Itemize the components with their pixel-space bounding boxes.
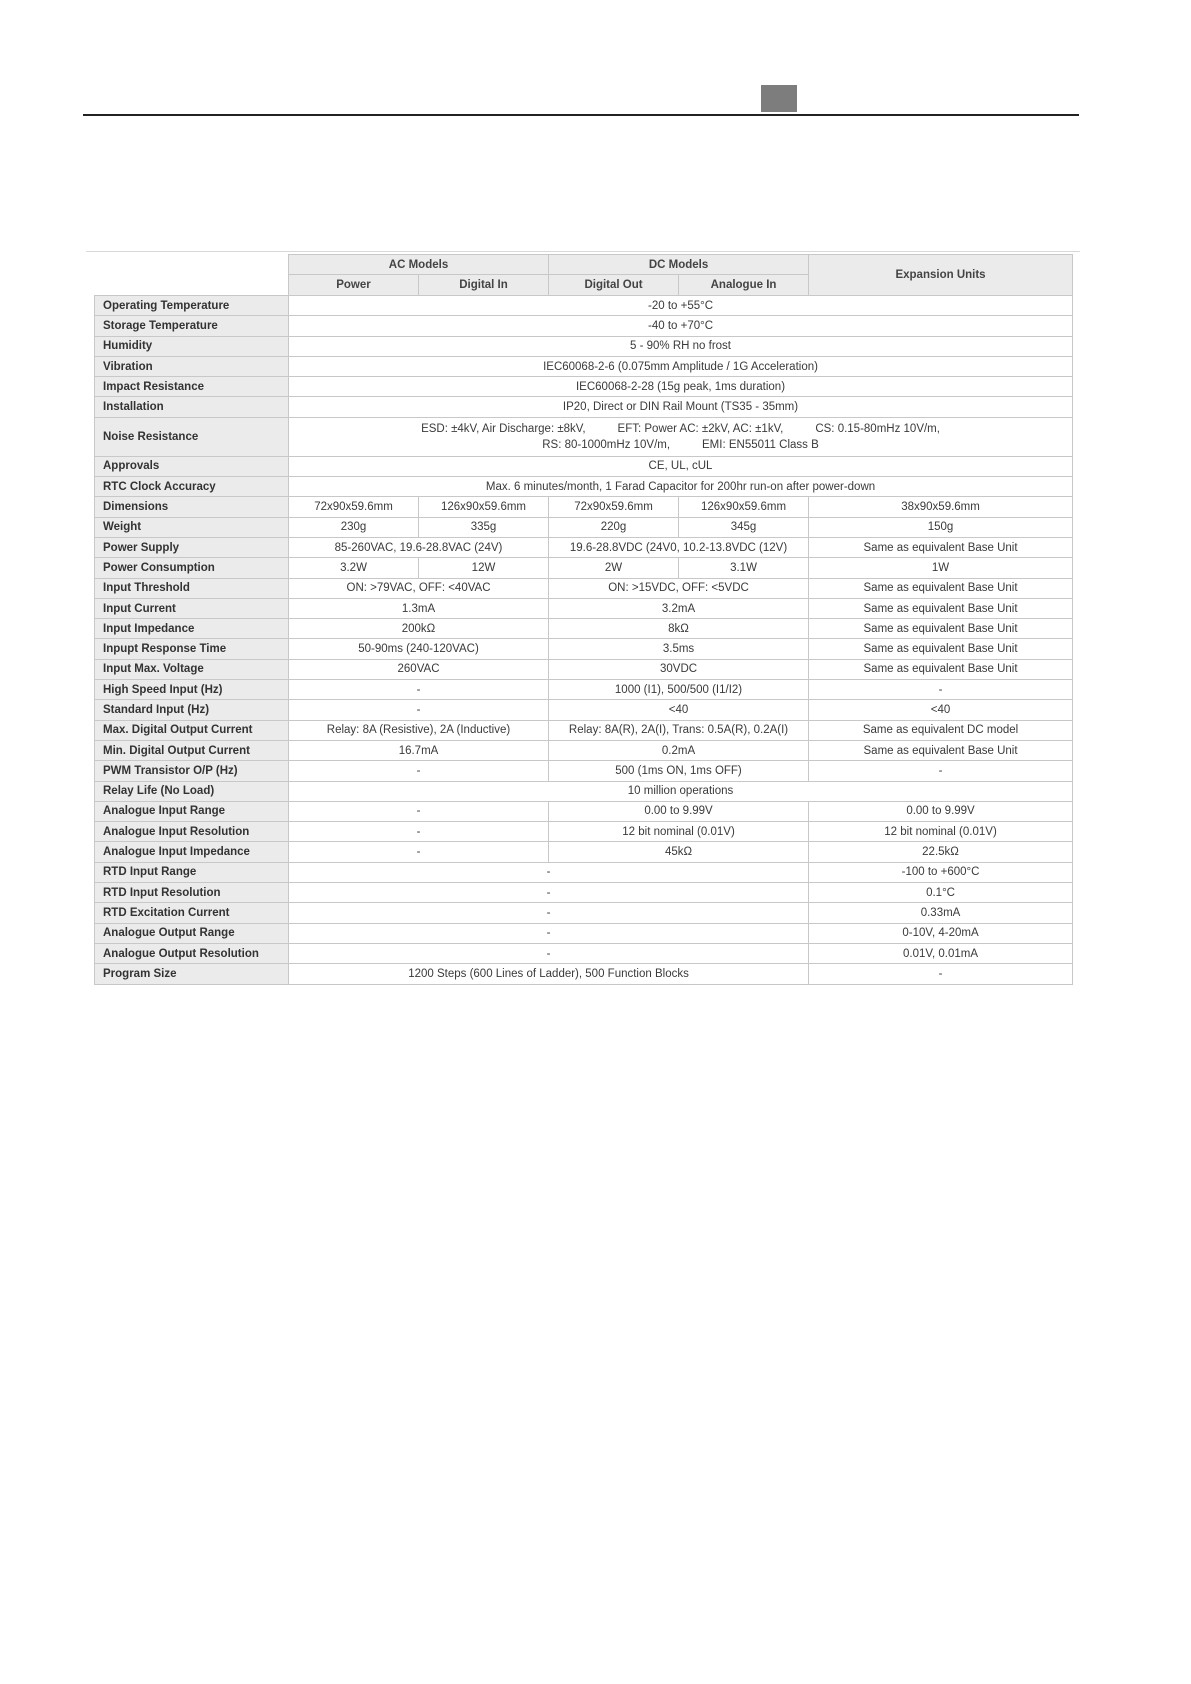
table-cell: -	[289, 801, 549, 821]
table-cell: 19.6-28.8VDC (24V0, 10.2-13.8VDC (12V)	[549, 537, 809, 557]
row-label: Min. Digital Output Current	[95, 740, 289, 760]
table-cell: 0-10V, 4-20mA	[809, 923, 1073, 943]
table-cell: Max. 6 minutes/month, 1 Farad Capacitor for 200hr run-on after power-down	[289, 477, 1073, 497]
table-cell: <40	[809, 700, 1073, 720]
table-cell: <40	[549, 700, 809, 720]
table-cell: Same as equivalent Base Unit	[809, 578, 1073, 598]
row-label: Dimensions	[95, 497, 289, 517]
row-label: RTC Clock Accuracy	[95, 477, 289, 497]
row-label: Storage Temperature	[95, 316, 289, 336]
table-row	[95, 316, 1073, 336]
table-cell: 0.2mA	[549, 740, 809, 760]
table-row	[95, 923, 1073, 943]
table-cell: Same as equivalent Base Unit	[809, 619, 1073, 639]
table-row	[95, 336, 1073, 356]
table-cell: 16.7mA	[289, 740, 549, 760]
table-row	[95, 761, 1073, 781]
row-label: Max. Digital Output Current	[95, 720, 289, 740]
table-cell: Same as equivalent DC model	[809, 720, 1073, 740]
table-cell: Same as equivalent Base Unit	[809, 639, 1073, 659]
table-cell: 85-260VAC, 19.6-28.8VAC (24V)	[289, 537, 549, 557]
table-cell: Relay: 8A(R), 2A(I), Trans: 0.5A(R), 0.2A(I)	[549, 720, 809, 740]
table-row	[95, 497, 1073, 517]
table-cell: 38x90x59.6mm	[809, 497, 1073, 517]
table-row	[95, 883, 1073, 903]
table-row	[95, 659, 1073, 679]
corner-cell	[95, 255, 289, 296]
table-cell: 0.00 to 9.99V	[549, 801, 809, 821]
table-cell	[289, 417, 1073, 456]
row-label: Noise Resistance	[95, 417, 289, 456]
table-cell: -	[809, 680, 1073, 700]
row-label: Impact Resistance	[95, 377, 289, 397]
row-label: Input Threshold	[95, 578, 289, 598]
header-analogue-in: Analogue In	[679, 275, 809, 296]
table-cell: 220g	[549, 517, 679, 537]
table-cell: -	[289, 680, 549, 700]
table-cell: 72x90x59.6mm	[289, 497, 419, 517]
table-cell: IP20, Direct or DIN Rail Mount (TS35 - 35mm)	[289, 397, 1073, 417]
table-cell: 345g	[679, 517, 809, 537]
table-cell: Same as equivalent Base Unit	[809, 598, 1073, 618]
table-cell: 0.01V, 0.01mA	[809, 943, 1073, 963]
table-cell: 0.33mA	[809, 903, 1073, 923]
table-row	[95, 903, 1073, 923]
table-cell: 50-90ms (240-120VAC)	[289, 639, 549, 659]
table-cell: 1.3mA	[289, 598, 549, 618]
row-label: Operating Temperature	[95, 296, 289, 316]
row-label: Installation	[95, 397, 289, 417]
table-row	[95, 801, 1073, 821]
table-row	[95, 862, 1073, 882]
table-cell: 500 (1ms ON, 1ms OFF)	[549, 761, 809, 781]
spec-table-body	[95, 296, 1073, 985]
table-row	[95, 558, 1073, 578]
table-cell: 3.5ms	[549, 639, 809, 659]
row-label: Inpupt Response Time	[95, 639, 289, 659]
table-cell: CE, UL, cUL	[289, 456, 1073, 476]
table-row	[95, 578, 1073, 598]
table-cell: 126x90x59.6mm	[419, 497, 549, 517]
row-label: Relay Life (No Load)	[95, 781, 289, 801]
table-cell: 3.2W	[289, 558, 419, 578]
row-label: Humidity	[95, 336, 289, 356]
table-row	[95, 537, 1073, 557]
table-row	[95, 377, 1073, 397]
header-ac-models: AC Models	[289, 255, 549, 275]
header-power: Power	[289, 275, 419, 296]
row-label: Power Supply	[95, 537, 289, 557]
row-label: Input Current	[95, 598, 289, 618]
table-cell: -20 to +55°C	[289, 296, 1073, 316]
table-cell: 0.00 to 9.99V	[809, 801, 1073, 821]
row-label: High Speed Input (Hz)	[95, 680, 289, 700]
table-row	[95, 842, 1073, 862]
table-cell: Same as equivalent Base Unit	[809, 740, 1073, 760]
header-dc-models: DC Models	[549, 255, 809, 275]
table-cell: -40 to +70°C	[289, 316, 1073, 336]
table-cell: Same as equivalent Base Unit	[809, 537, 1073, 557]
table-cell: -	[289, 923, 809, 943]
table-cell: Same as equivalent Base Unit	[809, 659, 1073, 679]
row-label: RTD Input Resolution	[95, 883, 289, 903]
table-cell: -	[289, 943, 809, 963]
row-label: Vibration	[95, 356, 289, 376]
table-cell: 200kΩ	[289, 619, 549, 639]
table-cell: 230g	[289, 517, 419, 537]
table-row	[95, 356, 1073, 376]
table-cell: 3.1W	[679, 558, 809, 578]
header-expansion-units: Expansion Units	[809, 255, 1073, 296]
table-cell: IEC60068-2-6 (0.075mm Amplitude / 1G Acceleration)	[289, 356, 1073, 376]
table-row	[95, 720, 1073, 740]
row-label: Analogue Input Range	[95, 801, 289, 821]
header-digital-out: Digital Out	[549, 275, 679, 296]
row-label: Program Size	[95, 964, 289, 984]
specifications-table	[94, 254, 1073, 985]
table-row	[95, 477, 1073, 497]
row-label: Analogue Input Resolution	[95, 822, 289, 842]
header-digital-in: Digital In	[419, 275, 549, 296]
table-cell: 12 bit nominal (0.01V)	[549, 822, 809, 842]
table-cell: -	[289, 903, 809, 923]
table-cell: 10 million operations	[289, 781, 1073, 801]
table-row	[95, 964, 1073, 984]
table-cell: -	[289, 700, 549, 720]
table-cell: 12 bit nominal (0.01V)	[809, 822, 1073, 842]
cell-line: RS: 80-1000mHz 10V/m, EMI: EN55011 Class B	[542, 438, 819, 451]
row-label: Standard Input (Hz)	[95, 700, 289, 720]
table-cell: 260VAC	[289, 659, 549, 679]
row-label: Power Consumption	[95, 558, 289, 578]
table-cell: 126x90x59.6mm	[679, 497, 809, 517]
table-row	[95, 598, 1073, 618]
table-row	[95, 619, 1073, 639]
table-cell: -	[289, 862, 809, 882]
header-rule	[83, 114, 1079, 116]
table-top-rule	[86, 251, 1080, 252]
row-label: RTD Input Range	[95, 862, 289, 882]
table-cell: 1W	[809, 558, 1073, 578]
table-cell: Relay: 8A (Resistive), 2A (Inductive)	[289, 720, 549, 740]
table-cell: 45kΩ	[549, 842, 809, 862]
table-cell: -	[289, 822, 549, 842]
row-label: Analogue Output Range	[95, 923, 289, 943]
table-cell: 2W	[549, 558, 679, 578]
row-label: PWM Transistor O/P (Hz)	[95, 761, 289, 781]
table-cell: 3.2mA	[549, 598, 809, 618]
table-cell: -	[809, 964, 1073, 984]
table-row	[95, 296, 1073, 316]
header-tab-marker	[761, 85, 797, 112]
table-row	[95, 781, 1073, 801]
table-cell: ON: >15VDC, OFF: <5VDC	[549, 578, 809, 598]
table-cell: 72x90x59.6mm	[549, 497, 679, 517]
table-cell: 335g	[419, 517, 549, 537]
row-label: Weight	[95, 517, 289, 537]
table-cell: 12W	[419, 558, 549, 578]
row-label: Analogue Output Resolution	[95, 943, 289, 963]
table-cell: -	[289, 761, 549, 781]
table-row	[95, 943, 1073, 963]
table-row	[95, 740, 1073, 760]
table-row	[95, 700, 1073, 720]
table-cell: 1000 (I1), 500/500 (I1/I2)	[549, 680, 809, 700]
table-row	[95, 639, 1073, 659]
table-cell: ON: >79VAC, OFF: <40VAC	[289, 578, 549, 598]
row-label: Approvals	[95, 456, 289, 476]
table-cell: -100 to +600°C	[809, 862, 1073, 882]
row-label: Analogue Input Impedance	[95, 842, 289, 862]
row-label: Input Impedance	[95, 619, 289, 639]
table-cell: 8kΩ	[549, 619, 809, 639]
cell-line: ESD: ±4kV, Air Discharge: ±8kV, EFT: Power AC: ±2kV, AC: ±1kV, CS: 0.15-80mHz 10V/m,	[421, 422, 940, 435]
table-row	[95, 680, 1073, 700]
table-cell: 30VDC	[549, 659, 809, 679]
row-label: Input Max. Voltage	[95, 659, 289, 679]
table-row	[95, 397, 1073, 417]
table-cell: -	[809, 761, 1073, 781]
table-cell: 1200 Steps (600 Lines of Ladder), 500 Function Blocks	[289, 964, 809, 984]
table-cell: 0.1°C	[809, 883, 1073, 903]
table-cell: -	[289, 842, 549, 862]
table-cell: -	[289, 883, 809, 903]
table-row	[95, 822, 1073, 842]
table-row	[95, 456, 1073, 476]
table-cell: IEC60068-2-28 (15g peak, 1ms duration)	[289, 377, 1073, 397]
table-row	[95, 517, 1073, 537]
table-cell: 22.5kΩ	[809, 842, 1073, 862]
table-cell: 5 - 90% RH no frost	[289, 336, 1073, 356]
table-row	[95, 417, 1073, 456]
table-cell: 150g	[809, 517, 1073, 537]
row-label: RTD Excitation Current	[95, 903, 289, 923]
